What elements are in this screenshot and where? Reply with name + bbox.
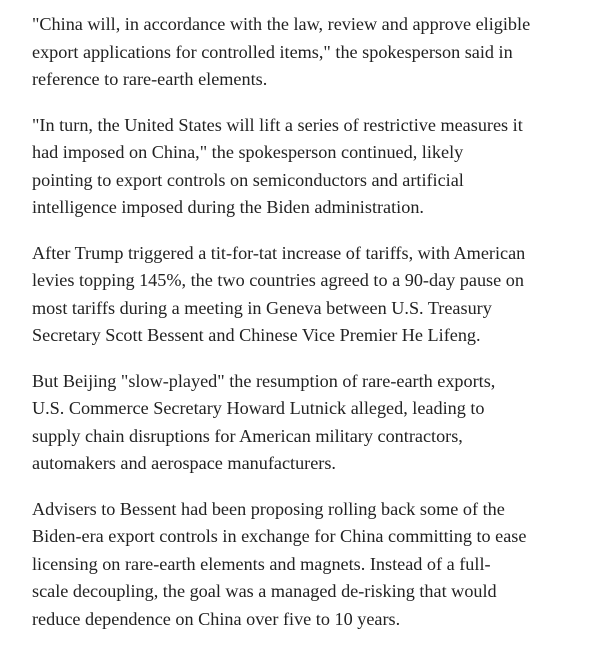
text-line: supply chain disruptions for American military contractors, — [32, 425, 463, 446]
text-line: Advisers to Bessent had been proposing rolling back some of the — [32, 498, 505, 519]
text-line: licensing on rare-earth elements and magnets. Instead of a full- — [32, 553, 491, 574]
text-line: levies topping 145%, the two countries agreed to a 90-day pause on — [32, 270, 524, 290]
text-line: "In turn, the United States will lift a series of restrictive measures it — [32, 114, 523, 135]
text-line: U.S. Commerce Secretary Howard Lutnick alleged, leading to — [32, 398, 485, 418]
text-line: export applications for controlled items," the spokesperson said in — [32, 41, 513, 62]
paragraph-4 — [32, 368, 594, 478]
text-line: "China will, in accordance with the law, review and approve eligible — [32, 14, 531, 34]
text-line: reference to rare-earth elements. — [32, 69, 268, 89]
text-line: Secretary Scott Bessent and Chinese Vice Premier He Lifeng. — [32, 325, 481, 345]
paragraph-3 — [32, 240, 594, 350]
text-line: scale decoupling, the goal was a managed de-risking that would — [32, 581, 497, 601]
paragraph-5 — [32, 496, 594, 634]
text-line: most tariffs during a meeting in Geneva between U.S. Treasury — [32, 297, 492, 318]
text-line: After Trump triggered a tit-for-tat increase of tariffs, with American — [32, 242, 526, 263]
text-line: Biden-era export controls in exchange for China committing to ease — [32, 526, 527, 546]
text-line: But Beijing "slow-played" the resumption of rare-earth exports, — [32, 370, 496, 391]
text-line: reduce dependence on China over five to 10 years. — [32, 608, 401, 629]
text-line: pointing to export controls on semiconductors and artificial — [32, 169, 464, 190]
text-line: intelligence imposed during the Biden administration. — [32, 197, 424, 217]
text-line: had imposed on China," the spokesperson continued, likely — [32, 142, 464, 162]
text-line: automakers and aerospace manufacturers. — [32, 453, 336, 473]
paragraph-2 — [32, 112, 594, 222]
paragraph-1 — [32, 11, 594, 94]
